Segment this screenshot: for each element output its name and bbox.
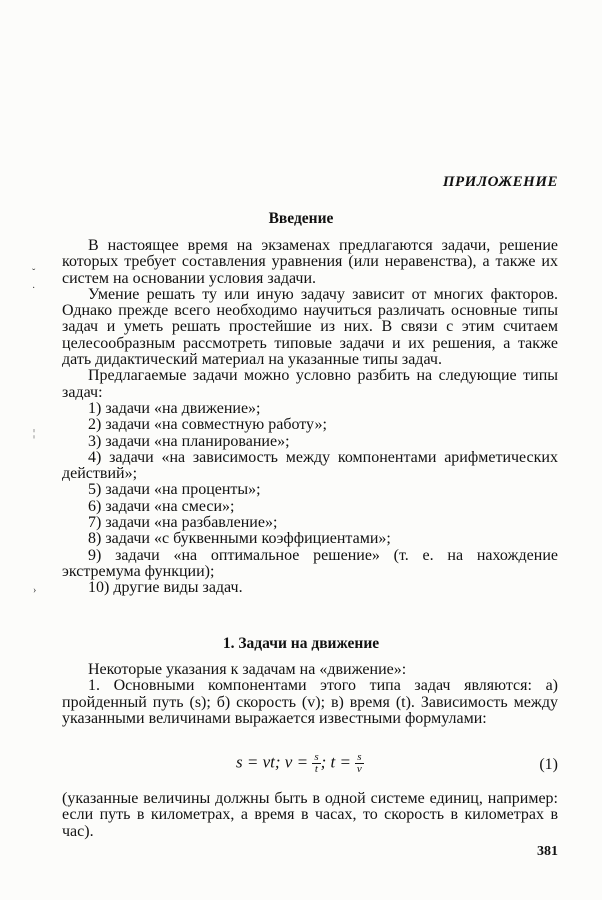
list-item: 7) задачи «на разбавление»; <box>88 514 278 532</box>
intro-text <box>62 238 558 597</box>
margin-mark: ˇ <box>32 268 36 279</box>
formula-expression: s = vt; v = $\frac{s}{t}$ ; t = $\frac{s}{v}$ <box>236 751 362 775</box>
list-item: 10) другие виды задач. <box>88 579 243 597</box>
section-paragraph-3: (указанные величины должны быть в одной системе единиц, например: если путь в километрах, а время в часах, то скорость в километрах в час). <box>62 790 558 840</box>
list-item: 1) задачи «на движение»; <box>88 399 261 417</box>
intro-heading: Введение <box>268 210 334 227</box>
section-text-continued <box>62 791 558 840</box>
list-item: 3) задачи «на планирование»; <box>88 432 290 450</box>
intro-paragraph-1: В настоящее время на экзаменах предлагаются задачи, решение которых требует составления уравнения (или неравенства), а также их систем на основании условия задачи. <box>62 237 558 287</box>
motion-formula <box>0 752 602 782</box>
formula-t: t = <box>330 752 351 772</box>
formula-v: v = <box>284 752 309 772</box>
margin-mark: ¦ <box>33 428 36 439</box>
list-item: 6) задачи «на смеси»; <box>88 497 235 515</box>
formula-number: (1) <box>539 756 558 773</box>
section-heading: 1. Задачи на движение <box>222 635 380 652</box>
intro-paragraph-2: Умение решать ту или иную задачу зависит от многих факторов. Однако прежде всего необходимо научиться различать основные типы задач и уметь решать простейшие из них. В связи с этим считаем целесообразным рассмотреть типовые задачи и их решения, а также дать дидактический материал на указанные типы задач. <box>62 285 558 369</box>
list-item: 8) задачи «с буквенными коэффициентами»; <box>88 530 391 548</box>
section-text <box>62 662 558 727</box>
page-number: 381 <box>537 844 558 859</box>
list-item: 2) задачи «на совместную работу»; <box>88 416 327 434</box>
formula-s: s = vt; <box>236 752 281 772</box>
list-item: 5) задачи «на проценты»; <box>88 481 261 499</box>
intro-paragraph-3: Предлагаемые задачи можно условно разбить на следующие типы задач: <box>62 367 558 401</box>
list-item: 9) задачи «на оптимальное решение» (т. е. на нахождение экстремума функции); <box>62 546 558 580</box>
list-item: 4) задачи «на зависимость между компонентами арифметических действий»; <box>62 448 558 483</box>
margin-mark: › <box>33 585 37 596</box>
margin-mark: · <box>32 283 36 294</box>
running-header: ПРИЛОЖЕНИЕ <box>442 174 558 190</box>
fraction-t: $\frac{s}{v}$ <box>356 751 362 775</box>
fraction-v: $\frac{s}{t}$ <box>314 751 319 775</box>
section-paragraph-2: 1. Основными компонентами этого типа задач являются: а) пройденный путь (s); б) скорость (v); в) время (t). Зависимость между указанными величинами выражается известными формулами: <box>62 677 558 727</box>
section-paragraph-1: Некоторые указания к задачам на «движение»: <box>88 661 407 678</box>
